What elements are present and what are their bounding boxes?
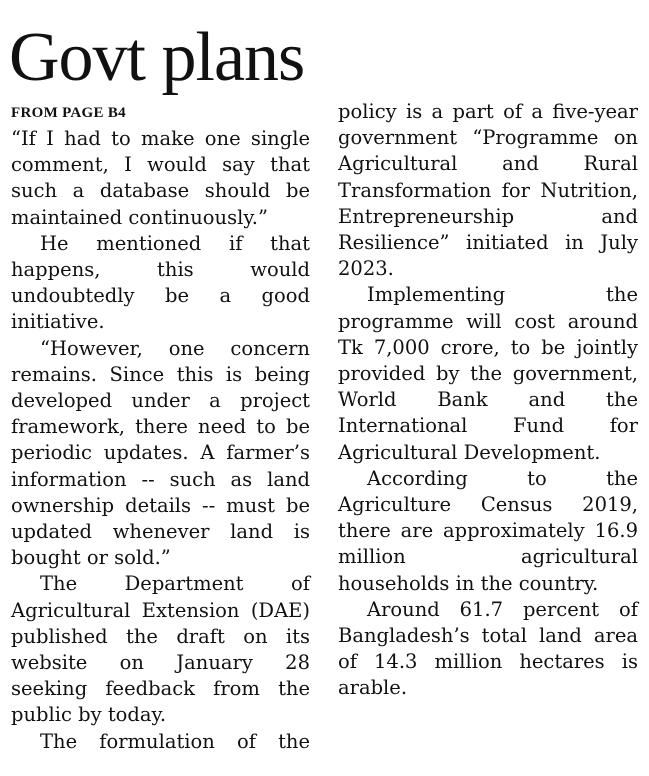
paragraph: “If I had to make one single comment, I would say that such a database should be maintained continuously.”: [11, 127, 310, 229]
paragraph: According to the Agriculture Census 2019, there are approximately 16.9 million agricultural households in the country.: [338, 466, 638, 595]
paragraph: The formulation of the: [40, 729, 310, 753]
paragraph: He mentioned if that happens, this would undoubtedly be a good initiative.: [11, 231, 310, 334]
article-column-left: [11, 126, 310, 755]
continuation-kicker: FROM PAGE B4: [11, 105, 126, 121]
article-column-right: [338, 99, 638, 702]
paragraph: The Department of Agricultural Extension (DAE) published the draft on its website on January 28 seeking feedback from the public by today.: [11, 572, 310, 727]
headline: Govt plans: [9, 19, 305, 96]
paragraph: Around 61.7 percent of Bangladesh’s total land area of 14.3 million hectares is arable.: [338, 597, 638, 700]
paragraph: “However, one concern remains. Since this is being developed under a project framework, there need to be periodic updates. A farmer’s information -- such as land ownership details -- must be updated whenever land is bought or sold.”: [11, 336, 310, 570]
paragraph: policy is a part of a five-year government “Programme on Agricultural and Rural Transformation for Nutrition, Entrepreneurship and Resilience” initiated in July 2023.: [338, 100, 638, 281]
paragraph: Implementing the programme will cost around Tk 7,000 crore, to be jointly provided by the government, World Bank and the International Fund for Agricultural Development.: [338, 283, 638, 464]
